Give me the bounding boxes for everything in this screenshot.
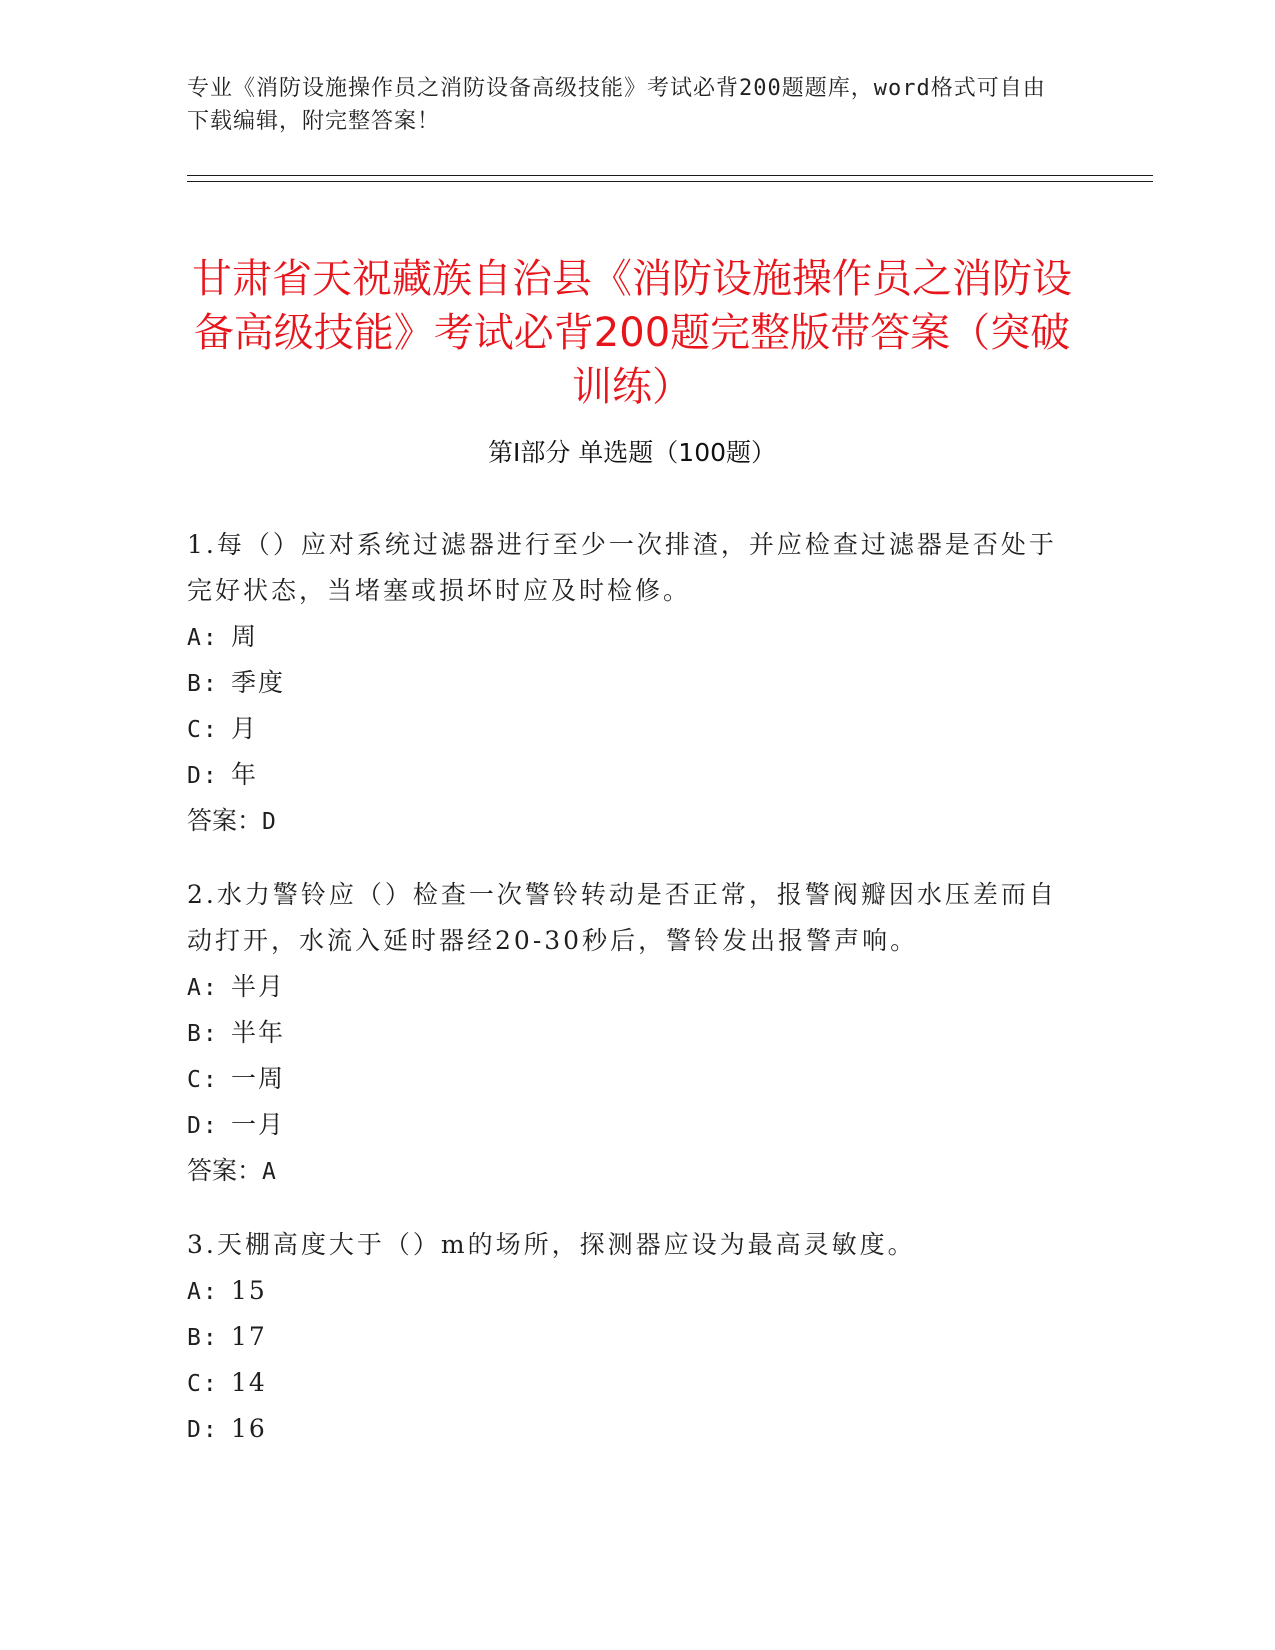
option-c — [187, 1360, 1067, 1406]
question-body: 每（）应对系统过滤器进行至少一次排渣，并应检查过滤器是否处于完好状态，当堵塞或损坏时应及时检修。 — [187, 530, 1057, 605]
question-number: 3. — [187, 1230, 217, 1259]
header-divider-top — [187, 175, 1153, 176]
option-text: 17 — [231, 1322, 267, 1351]
answer-label: 答案： — [187, 806, 263, 835]
option-key: A: — [187, 1279, 219, 1305]
option-text: 季度 — [231, 668, 286, 697]
option-key: C: — [187, 1067, 219, 1093]
answer-value: A — [262, 1159, 276, 1185]
question-body: 水力警铃应（）检查一次警铃转动是否正常，报警阀瓣因水压差而自动打开，水流入延时器经20-30秒后，警铃发出报警声响。 — [187, 880, 1057, 955]
option-text: 月 — [231, 714, 259, 743]
option-text: 半月 — [231, 972, 286, 1001]
option-d — [187, 1102, 1067, 1148]
option-key: D: — [187, 1113, 219, 1139]
option-text: 16 — [231, 1414, 267, 1443]
option-text: 14 — [231, 1368, 267, 1397]
answer-line — [187, 798, 1067, 844]
question-text — [187, 872, 1067, 964]
option-a — [187, 1268, 1067, 1314]
option-a — [187, 964, 1067, 1010]
option-key: D: — [187, 1417, 219, 1443]
option-a — [187, 614, 1067, 660]
option-c — [187, 1056, 1067, 1102]
option-b — [187, 660, 1067, 706]
option-key: B: — [187, 1021, 219, 1047]
document-title: 甘肃省天祝藏族自治县《消防设施操作员之消防设备高级技能》考试必背200题完整版带答案（突破训练） — [192, 255, 1072, 410]
option-b — [187, 1010, 1067, 1056]
option-key: D: — [187, 763, 219, 789]
question-3 — [187, 1222, 1067, 1452]
option-d — [187, 1406, 1067, 1452]
answer-value: D — [262, 809, 276, 835]
option-text: 一周 — [231, 1064, 286, 1093]
answer-label: 答案： — [187, 1156, 263, 1185]
option-key: B: — [187, 1325, 219, 1351]
option-key: C: — [187, 717, 219, 743]
option-key: C: — [187, 1371, 219, 1397]
question-body: 天棚高度大于（）m的场所，探测器应设为最高灵敏度。 — [216, 1230, 916, 1259]
option-text: 15 — [231, 1276, 267, 1305]
question-number: 2. — [187, 880, 217, 909]
question-text — [187, 1222, 1067, 1268]
section-heading: 第I部分 单选题（100题） — [487, 438, 777, 467]
option-key: B: — [187, 671, 219, 697]
option-text: 周 — [231, 622, 259, 651]
option-b — [187, 1314, 1067, 1360]
question-1 — [187, 522, 1067, 844]
question-number: 1. — [187, 530, 217, 559]
option-c — [187, 706, 1067, 752]
option-text: 年 — [231, 760, 259, 789]
option-key: A: — [187, 625, 219, 651]
option-key: A: — [187, 975, 219, 1001]
question-text — [187, 522, 1067, 614]
option-text: 一月 — [231, 1110, 286, 1139]
answer-line — [187, 1148, 1067, 1194]
header-divider-bottom — [187, 181, 1153, 182]
header-note: 专业《消防设施操作员之消防设备高级技能》考试必背200题题库，word格式可自由下载编辑，附完整答案！ — [187, 76, 1046, 134]
question-2 — [187, 872, 1067, 1194]
option-text: 半年 — [231, 1018, 286, 1047]
option-d — [187, 752, 1067, 798]
